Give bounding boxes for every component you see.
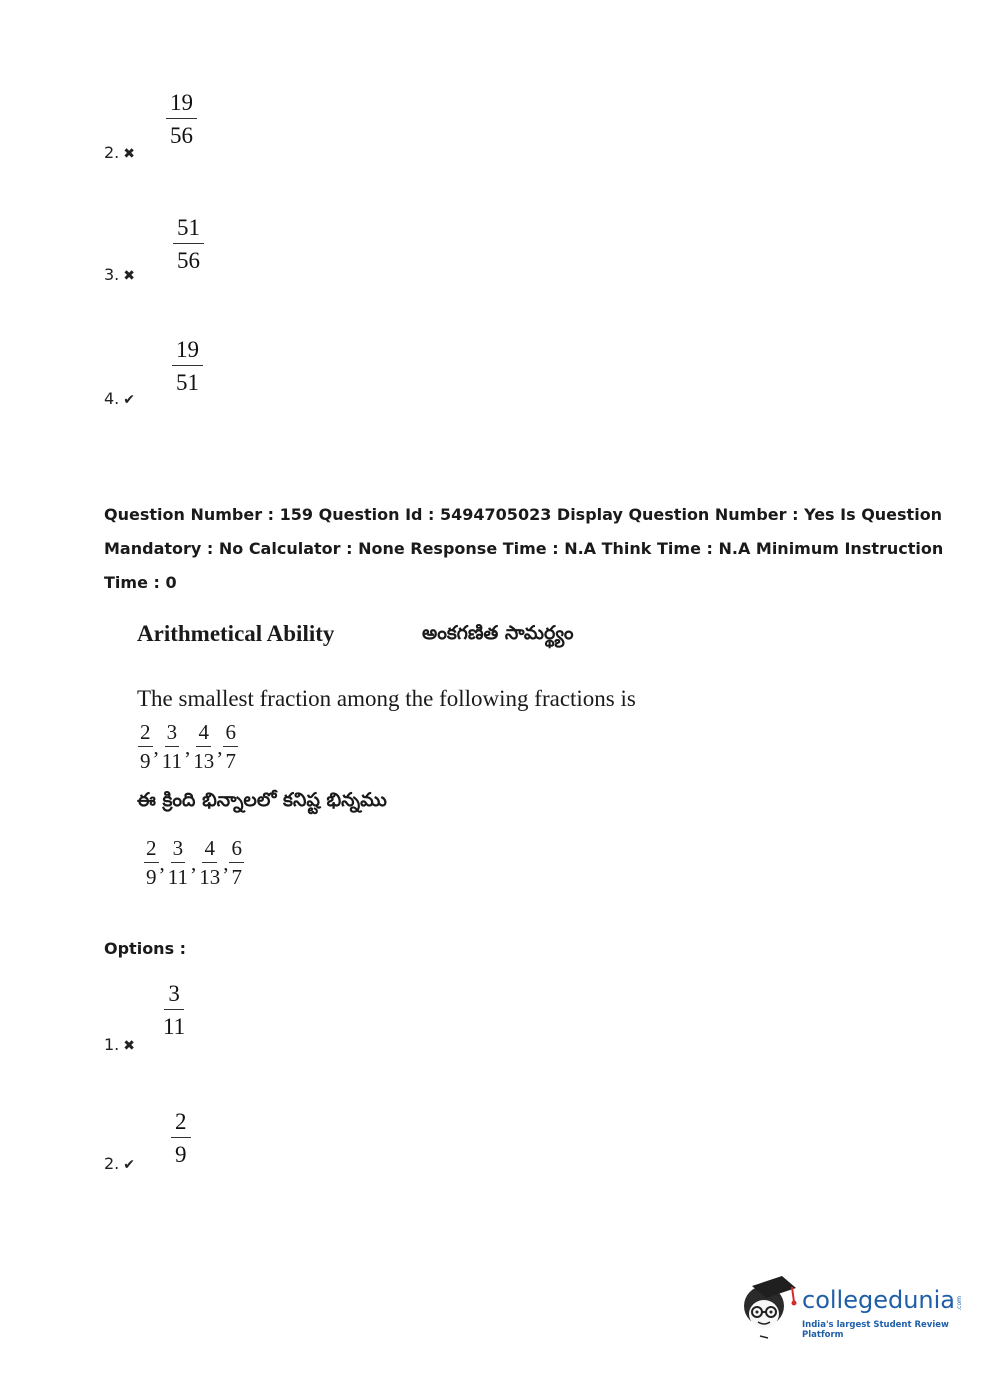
option-number: 2.: [104, 1154, 120, 1173]
option-number: 2.: [104, 143, 120, 162]
option-number: 4.: [104, 389, 120, 408]
options-label: Options :: [104, 939, 187, 958]
mascot-icon: [742, 1272, 800, 1340]
option-number: 1.: [104, 1035, 120, 1054]
fraction: 2 9: [146, 836, 157, 889]
question-meta-line-2: Mandatory : No Calculator : None Response Time : N.A Think Time : N.A Minimum Instruction: [104, 539, 944, 558]
fraction: 4 13: [199, 836, 221, 889]
cross-icon: ✖: [123, 268, 135, 284]
fraction-list-english: 2 9 , 3 11 , 4 13 , 6 7: [140, 720, 236, 773]
check-icon: ✔: [123, 392, 135, 408]
fraction-list-telugu: 2 9 , 3 11 , 4 13 , 6 7: [146, 836, 242, 889]
fraction: 4 13: [193, 720, 215, 773]
brand-suffix: .com: [956, 1296, 963, 1311]
fraction: $\frac{19}{51}$: [172, 338, 203, 394]
section-title-telugu: అంకగణిత సామర్థ్యం: [422, 622, 574, 644]
section-title-english: Arithmetical Ability: [137, 621, 335, 646]
cross-icon: ✖: [123, 146, 135, 162]
question-text-english: The smallest fraction among the following fractions is: [137, 686, 636, 711]
question-text-telugu: ఈ క్రింది భిన్నాలలో కనిష్ట భిన్నము: [137, 789, 387, 811]
cross-icon: ✖: [123, 1038, 135, 1054]
fraction: 3 11: [167, 836, 188, 889]
fraction: $\frac{51}{56}$: [173, 216, 204, 272]
brand-name: collegedunia: [802, 1286, 956, 1314]
fraction: $\frac{19}{56}$: [166, 91, 197, 147]
fraction: 6 7: [231, 836, 242, 889]
check-icon: ✔: [123, 1157, 135, 1173]
option-number: 3.: [104, 265, 120, 284]
fraction: $\frac{3}{11}$: [163, 981, 186, 1039]
brand-tagline: India's largest Student Review Platform: [802, 1320, 949, 1340]
question-meta-line-1: Question Number : 159 Question Id : 5494705023 Display Question Number : Yes Is Question: [104, 505, 943, 524]
fraction: 2 9: [140, 720, 151, 773]
question-meta-line-3: Time : 0: [104, 573, 177, 592]
collegedunia-logo[interactable]: [742, 1272, 972, 1342]
fraction: $\frac{2}{9}$: [171, 1110, 191, 1166]
fraction: 6 7: [225, 720, 236, 773]
fraction: 3 11: [161, 720, 182, 773]
